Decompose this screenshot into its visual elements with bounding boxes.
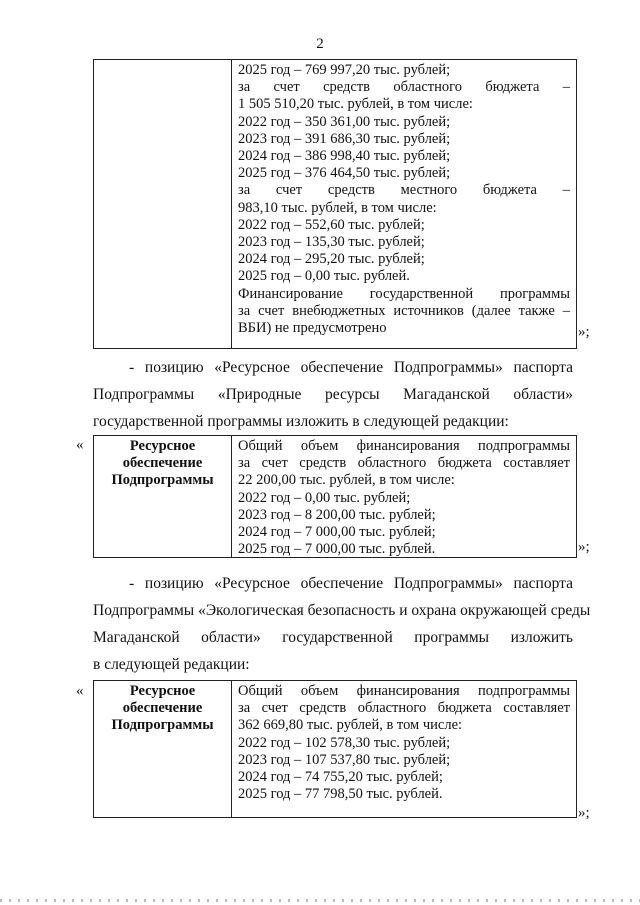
table-1-line: за счет внебюджетных источников (далее также – xyxy=(238,302,570,319)
table-3-label-line: обеспечение xyxy=(122,700,203,717)
table-2-close-quote: »; xyxy=(578,539,590,555)
table-2-line: 2023 год – 8 200,00 тыс. рублей; xyxy=(238,506,436,523)
table-3-label-cell xyxy=(94,681,232,817)
table-3-line: 2022 год – 102 578,30 тыс. рублей; xyxy=(238,734,451,751)
table-2-content-cell xyxy=(232,436,576,557)
table-3-line: 2023 год – 107 537,80 тыс. рублей; xyxy=(238,751,451,768)
table-2-line: 22 200,00 тыс. рублей, в том числе: xyxy=(238,472,455,489)
table-2-label-cell xyxy=(94,436,232,557)
table-1-line: 2024 год – 295,20 тыс. рублей; xyxy=(238,251,425,268)
paragraph-line: - позицию «Ресурсное обеспечение Подпрограммы» паспорта xyxy=(129,575,573,592)
table-2-line: 2024 год – 7 000,00 тыс. рублей; xyxy=(238,524,436,541)
table-3-label-line: Подпрограммы xyxy=(111,717,214,734)
table-1-content-cell xyxy=(232,60,576,348)
paragraph-2 xyxy=(93,570,591,678)
table-3-open-quote: « xyxy=(76,683,84,699)
table-1-line: за счет средств областного бюджета – xyxy=(238,79,570,96)
table-2-line: 2025 год – 7 000,00 тыс. рублей. xyxy=(238,541,436,558)
table-3-line: за счет средств областного бюджета составляет xyxy=(238,700,570,717)
paragraph-line: Подпрограммы «Экологическая безопасность и охрана окружающей среды xyxy=(93,602,591,619)
table-1-line: 2025 год – 0,00 тыс. рублей. xyxy=(238,268,410,285)
table-3-label-line: Ресурсное xyxy=(129,683,196,699)
table-1-close-quote: »; xyxy=(578,324,590,340)
paragraph-line: Магаданской области» государственной программы изложить xyxy=(93,629,573,646)
table-1-line: 2023 год – 135,30 тыс. рублей; xyxy=(238,234,425,251)
table-1-line: 2022 год – 350 361,00 тыс. рублей; xyxy=(238,113,451,130)
table-2-line: Общий объем финансирования подпрограммы xyxy=(238,438,570,454)
table-2 xyxy=(93,435,577,558)
table-2-label-line: Ресурсное xyxy=(129,438,196,454)
table-1-line: 2025 год – 376 464,50 тыс. рублей; xyxy=(238,165,451,182)
table-3-close-quote: »; xyxy=(578,805,590,821)
paragraph-line: государственной программы изложить в следующей редакции: xyxy=(93,413,509,430)
table-3 xyxy=(93,680,577,818)
table-3-line: 2024 год – 74 755,20 тыс. рублей; xyxy=(238,769,443,786)
page-number: 2 xyxy=(316,36,324,52)
table-1-line: 2023 год – 391 686,30 тыс. рублей; xyxy=(238,130,451,147)
table-2-line: 2022 год – 0,00 тыс. рублей; xyxy=(238,489,411,506)
table-1-line: 983,10 тыс. рублей, в том числе: xyxy=(238,199,437,216)
table-1-line: 1 505 510,20 тыс. рублей, в том числе: xyxy=(238,96,473,113)
table-3-line: Общий объем финансирования подпрограммы xyxy=(238,683,570,699)
table-1-label-cell xyxy=(94,60,232,348)
table-1-line: 2025 год – 769 997,20 тыс. рублей; xyxy=(238,62,451,78)
table-2-label-line: Подпрограммы xyxy=(111,472,214,489)
paragraph-line: - позицию «Ресурсное обеспечение Подпрограммы» паспорта xyxy=(129,359,573,376)
table-2-open-quote: « xyxy=(76,437,84,453)
table-2-label-line: обеспечение xyxy=(122,455,203,472)
table-3-line: 362 669,80 тыс. рублей, в том числе: xyxy=(238,717,463,734)
table-3-line: 2025 год – 77 798,50 тыс. рублей. xyxy=(238,786,443,803)
table-1-line: ВБИ) не предусмотрено xyxy=(238,320,387,337)
paragraph-line: Подпрограммы «Природные ресурсы Магаданской области» xyxy=(93,386,573,403)
table-1-line: Финансирование государственной программы xyxy=(238,285,570,302)
table-3-content-cell xyxy=(232,681,576,817)
table-1-line: 2022 год – 552,60 тыс. рублей; xyxy=(238,216,425,233)
scan-edge-marks xyxy=(0,899,640,902)
paragraph-line: в следующей редакции: xyxy=(93,656,250,673)
table-1-line: за счет средств местного бюджета – xyxy=(238,182,570,199)
table-1-line: 2024 год – 386 998,40 тыс. рублей; xyxy=(238,148,451,165)
paragraph-1 xyxy=(93,354,573,435)
table-2-line: за счет средств областного бюджета составляет xyxy=(238,455,570,472)
table-1 xyxy=(93,59,577,349)
